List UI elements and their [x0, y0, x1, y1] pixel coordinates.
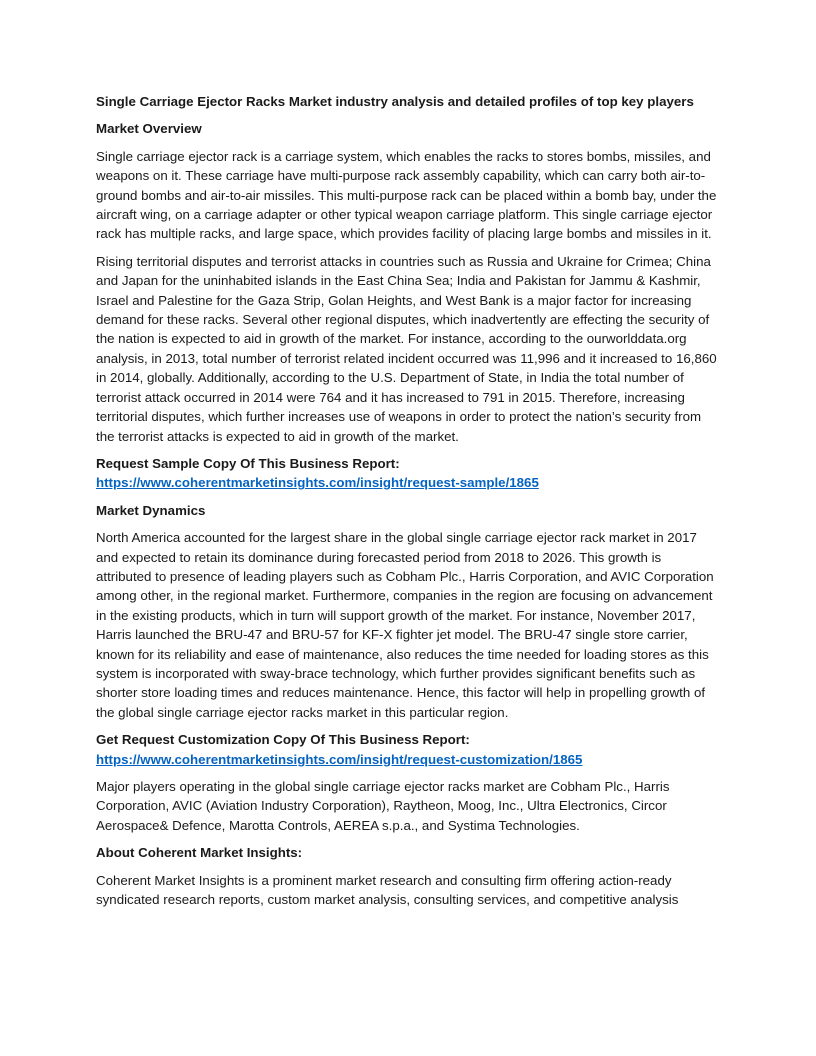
- about-heading: About Coherent Market Insights:: [96, 845, 303, 861]
- major-players-paragraph: Major players operating in the global single carriage ejector racks market are Cobham Plc., Harris Corporation, AVIC (Aviation Industry Corporation), Raytheon, Moog, Inc., Ultra Electronics, Circor Aerospace& Defence, Marotta Controls, AEREA s.p.a., and Systima Technologies.: [96, 779, 670, 833]
- overview-paragraph-2: Rising territorial disputes and terrorist attacks in countries such as Russia and Ukraine for Crimea; China and Japan for the uninhabited islands in the East China Sea; India and Pakistan for Jammu & Kashmir, Israel and Palestine for the Gaza Strip, Golan Heights, and West Bank is a major factor for increasing demand for these racks. Several other regional disputes, which inadvertently are effecting the security of the nation is expected to aid in growth of the market. For instance, according to the ourworlddata.org analysis, in 2013, total number of terrorist related incident occurred was 11,996 and it increased to 16,860 in 2014, globally. Additionally, according to the U.S. Department of State, in India the total number of terrorist attack occurred in 2014 were 764 and it has increased to 791 in 2015. Therefore, increasing territorial disputes, which further increases use of weapons in order to protect the nation’s security from the terrorist attacks is expected to aid in growth of the market.: [96, 253, 717, 444]
- customization-request-label: Get Request Customization Copy Of This Business Report:: [96, 732, 470, 748]
- overview-paragraph-1: Single carriage ejector rack is a carriage system, which enables the racks to stores bombs, missiles, and weapons on it. These carriage have multi-purpose rack assembly capability, which can carry both air-to-ground bombs and air-to-air missiles. This multi-purpose rack can be placed within a bomb bay, under the aircraft wing, on a carriage adapter or other typical weapon carriage platform. This single carriage ejector rack has multiple racks, and large space, which provides facility of placing large bombs and missiles in it.: [96, 148, 717, 242]
- about-paragraph: Coherent Market Insights is a prominent market research and consulting firm offering action-ready syndicated research reports, custom market analysis, consulting services, and competitive analysis: [96, 872, 679, 908]
- sample-request-block: [96, 454, 720, 493]
- dynamics-paragraph-1: North America accounted for the largest share in the global single carriage ejector rack market in 2017 and expected to retain its dominance during forecasted period from 2018 to 2026. This growth is attributed to presence of leading players such as Cobham Plc., Harris Corporation, and AVIC Corporation among other, in the regional market. Furthermore, companies in the region are focusing on advancement in the existing products, which in turn will support growth of the market. For instance, November 2017, Harris launched the BRU-47 and BRU-57 for KF-X fighter jet model. The BRU-47 single store carrier, known for its reliability and ease of maintenance, also reduces the time needed for loading stores as this system is incorporated with sway-brace technology, which further provides significant benefits such as shorter store loading times and reduces maintenance. Hence, this factor will help in propelling growth of the global single carriage ejector racks market in this particular region.: [96, 530, 714, 720]
- sample-request-label: Request Sample Copy Of This Business Report:: [96, 455, 400, 471]
- market-dynamics-heading: Market Dynamics: [96, 502, 206, 518]
- document-title: Single Carriage Ejector Racks Market industry analysis and detailed profiles of top key players: [96, 94, 694, 109]
- customization-request-block: [96, 730, 720, 769]
- market-overview-heading: Market Overview: [96, 121, 202, 137]
- sample-request-link[interactable]: https://www.coherentmarketinsights.com/insight/request-sample/1865: [96, 475, 539, 491]
- document-page: [96, 92, 720, 917]
- customization-request-link[interactable]: https://www.coherentmarketinsights.com/insight/request-customization/1865: [96, 751, 583, 767]
